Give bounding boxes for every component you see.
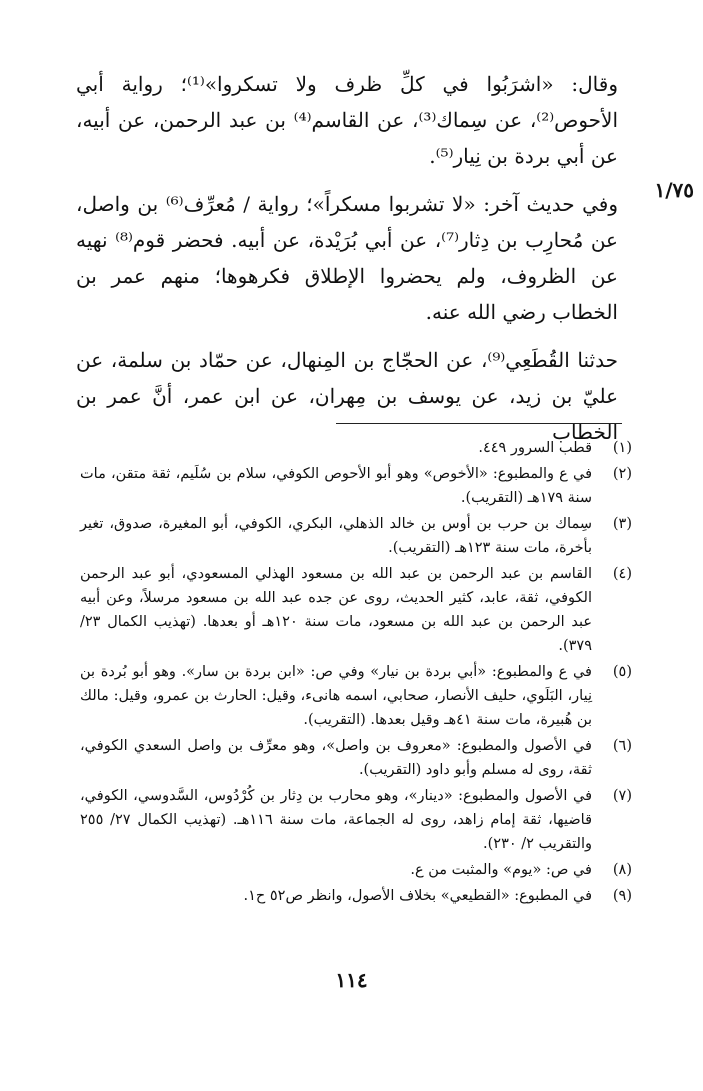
paragraph-3: حدثنا القُطَعِي⁽⁹⁾، عن الحجّاج بن المِنهال، عن حمّاد بن سلمة، عن عليّ بن زيد، عن يوسف بن مِهران، عن ابن عمر، أنَّ عمر بن الخطاب bbox=[76, 348, 618, 444]
footnote bbox=[80, 436, 632, 460]
footnote-number: (١) bbox=[612, 440, 632, 456]
footnote bbox=[80, 512, 632, 560]
footnote-separator bbox=[336, 423, 622, 424]
paragraph-2: وفي حديث آخر: «لا تشربوا مسكراً»؛ رواية / مُعرِّف⁽⁶⁾ بن واصل، عن مُحارِب بن دِثار⁽⁷⁾، عن أبي بُرَيْدة، عن أبيه. فحضر قوم⁽⁸⁾ نهيه عن الظروف، ولم يحضروا الإطلاق فكرهوها؛ منهم عمر بن الخطاب رضي الله عنه. bbox=[76, 192, 619, 324]
footnote-number: (٧) bbox=[612, 788, 632, 804]
footnote bbox=[80, 462, 632, 510]
main-text bbox=[76, 66, 618, 450]
footnote bbox=[80, 884, 632, 908]
footnote bbox=[80, 562, 632, 658]
footnote-number: (٦) bbox=[612, 738, 632, 754]
footnote-text: القاسم بن عبد الرحمن بن عبد الله بن مسعود الهذلي المسعودي، أبو عبد الرحمن الكوفي، ثقة، عابد، كثير الحديث، روى عن جده عبد الله بن مسعود مرسلاً، وعن أبيه عبد الرحمن بن عبد الله بن مسعود، مات سنة ١٢٠هـ أو بعدها. (تهذيب الكمال ٢٣/ ٣٧٩). bbox=[80, 566, 593, 654]
paragraph-1: وقال: «اشرَبُوا في كلِّ ظرف ولا تسكروا»⁽¹⁾؛ رواية أبي الأحوص⁽²⁾، عن سِماك⁽³⁾، عن القاسم⁽⁴⁾ بن عبد الرحمن، عن أبيه، عن أبي بردة بن نِيار⁽⁵⁾. bbox=[76, 72, 618, 168]
footnote-text: في المطبوع: «القطيعي» بخلاف الأصول، وانظر ص٥٢ ح١. bbox=[243, 888, 592, 904]
footnote-text: في ص: «يوم» والمثبت من ع. bbox=[410, 862, 592, 878]
footnote bbox=[80, 858, 632, 882]
footnote-text: سِماك بن حرب بن أوس بن خالد الذهلي، البكري، الكوفي، أبو المغيرة، صدوق، تغير بأخرة، مات سنة ١٢٣هـ (التقريب). bbox=[80, 516, 592, 556]
footnote bbox=[80, 660, 632, 732]
footnote-text: في الأصول والمطبوع: «معروف بن واصل»، وهو معرِّف بن واصل السعدي الكوفي، ثقة، روى له مسلم وأبو داود (التقريب). bbox=[80, 738, 592, 778]
footnotes bbox=[80, 436, 632, 910]
footnote-number: (٥) bbox=[612, 664, 632, 680]
footnote-text: قطب السرور ٤٤٩. bbox=[478, 440, 592, 456]
footnote-number: (٣) bbox=[612, 516, 632, 532]
page-number: ١١٤ bbox=[335, 968, 368, 992]
footnote bbox=[80, 734, 632, 782]
footnote bbox=[80, 784, 632, 856]
footnote-text: في ع والمطبوع: «أبي بردة بن نيار» وفي ص: «ابن بردة بن سار». وهو أبو بُردة بن نِيار، البَلَوي، حليف الأنصار، صحابي، اسمه هانىء، وقيل: الحارث بن عمرو، وقيل: مالك بن هُبيرة، مات سنة ٤١هـ وقيل بعدها. (التقريب). bbox=[80, 664, 592, 728]
footnote-number: (٨) bbox=[612, 862, 632, 878]
footnote-text: في الأصول والمطبوع: «دينار»، وهو محارب بن دِثار بن كُرْدُوس، السَّدوسي، الكوفي، قاضيها، ثقة إمام زاهد، روى له الجماعة، مات سنة ١١٦هـ. (تهذيب الكمال ٢٧/ ٢٥٥ والتقريب ٢/ ٢٣٠). bbox=[80, 788, 592, 852]
footnote-number: (٩) bbox=[612, 888, 632, 904]
footnote-number: (٢) bbox=[612, 466, 632, 482]
footnote-number: (٤) bbox=[612, 566, 632, 582]
footnote-text: في ع والمطبوع: «الأخوص» وهو أبو الأحوص الكوفي، سلام بن سُلَيم، ثقة متقن، مات سنة ١٧٩هـ (التقريب). bbox=[80, 466, 592, 506]
manuscript-folio-marker: ١/٧٥ bbox=[654, 178, 694, 202]
